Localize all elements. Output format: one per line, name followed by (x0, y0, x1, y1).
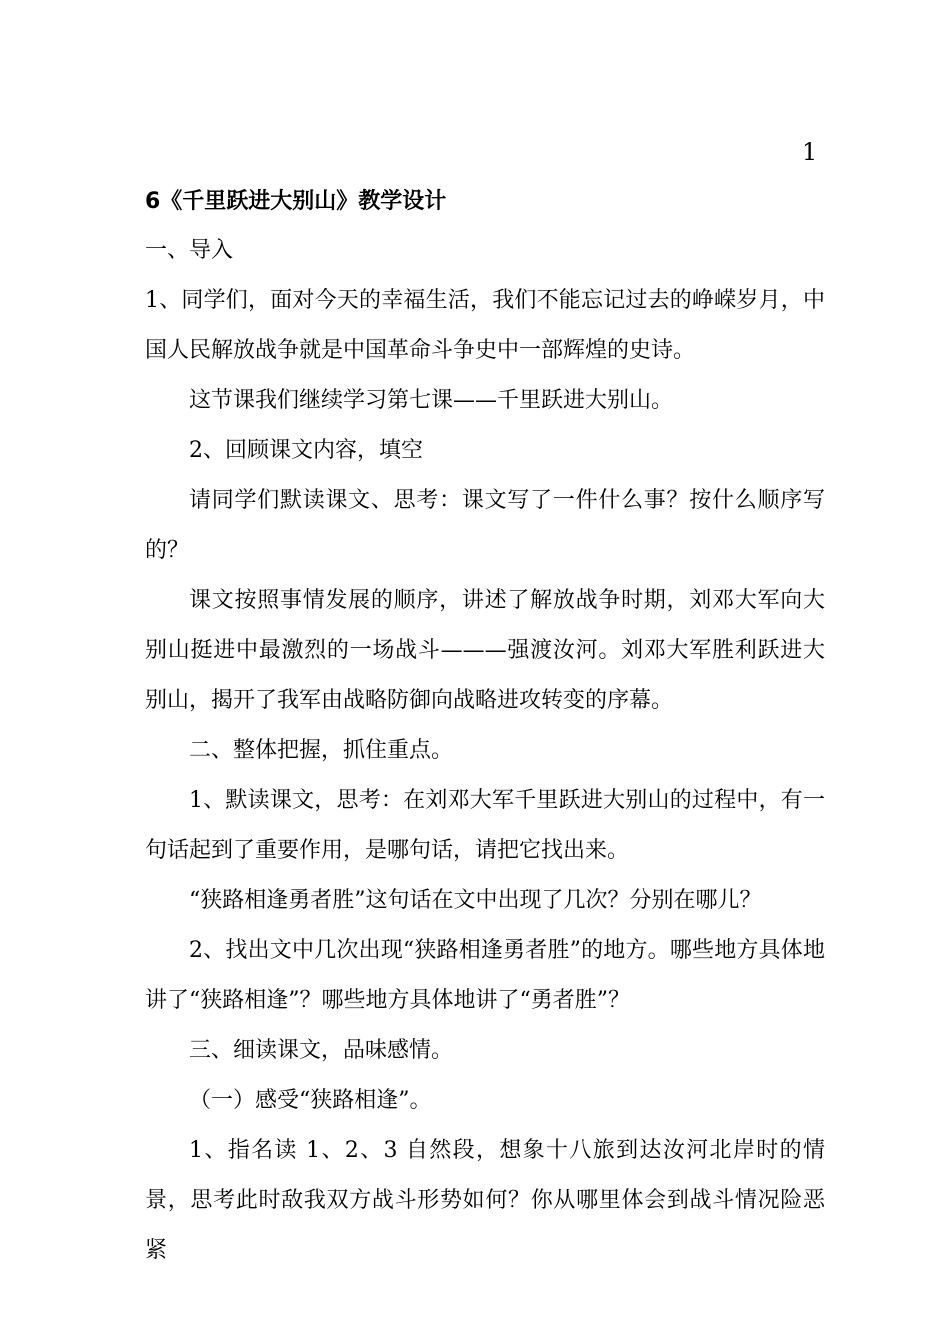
subsection-heading: （一）感受“狭路相逢”。 (189, 1088, 432, 1113)
document-title: 6《千里跃进大别山》教学设计 (145, 189, 447, 214)
paragraph: 1、默读课文，思考：在刘邓大军千里跃进大别山的过程中，有一句话起到了重要作用，是哪句话，请把它找出来。 (145, 788, 825, 863)
section-heading-overview: 二、整体把握，抓住重点。 (189, 738, 454, 763)
paragraph: 2、回顾课文内容，填空 (189, 438, 423, 463)
paragraph: 请同学们默读课文、思考：课文写了一件什么事？按什么顺序写的？ (145, 488, 825, 563)
paragraph: 1、同学们，面对今天的幸福生活，我们不能忘记过去的峥嵘岁月，中国人民解放战争就是中国革命斗争史中一部辉煌的史诗。 (145, 288, 825, 363)
document-body (145, 178, 825, 1276)
paragraph: 这节课我们继续学习第七课——千里跃进大别山。 (189, 388, 674, 413)
page-number: 1 (802, 138, 818, 166)
section-heading-intro: 一、导入 (145, 238, 234, 263)
paragraph: “狭路相逢勇者胜”这句话在文中出现了几次？分别在哪儿？ (189, 888, 762, 913)
paragraph: 课文按照事情发展的顺序，讲述了解放战争时期，刘邓大军向大别山挺进中最激烈的一场战斗———强渡汝河。刘邓大军胜利跃进大别山，揭开了我军由战略防御向战略进攻转变的序幕。 (145, 588, 825, 713)
paragraph: 2、找出文中几次出现“狭路相逢勇者胜”的地方。哪些地方具体地讲了“狭路相逢”？哪些地方具体地讲了“勇者胜”？ (145, 938, 825, 1013)
paragraph: 1、指名读 1、2、3 自然段，想象十八旅到达汝河北岸时的情景，思考此时敌我双方战斗形势如何？你从哪里体会到战斗情况险恶紧 (145, 1138, 825, 1263)
section-heading-close-reading: 三、细读课文，品味感情。 (189, 1038, 454, 1063)
